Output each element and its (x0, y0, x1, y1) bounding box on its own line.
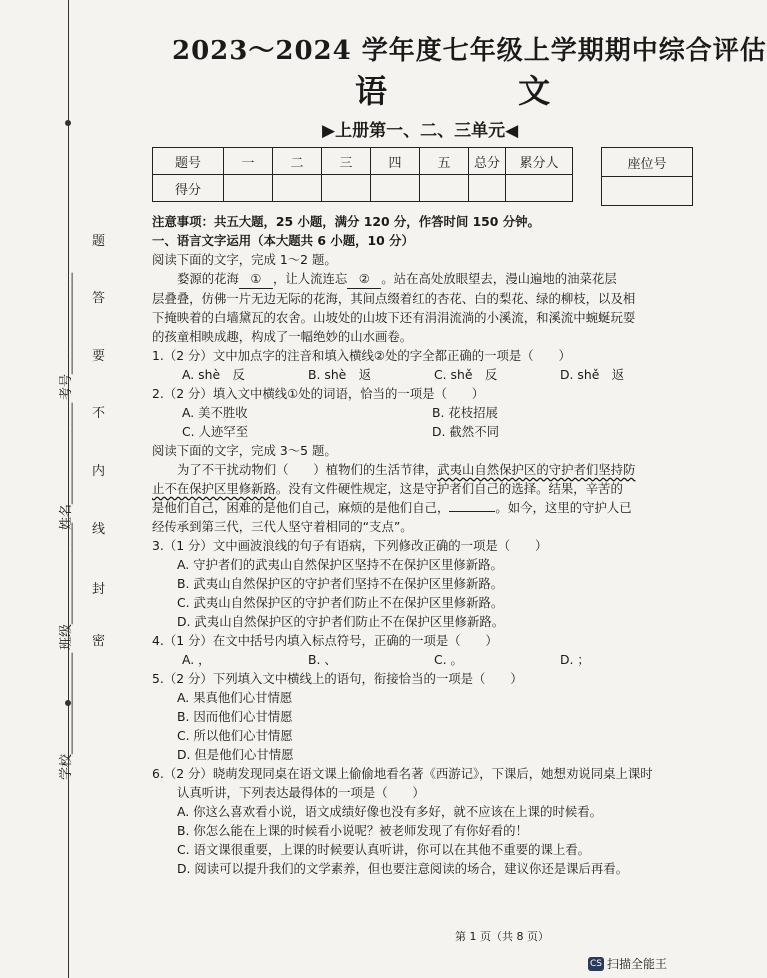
score-cell[interactable] (273, 175, 322, 202)
score-header-cell: 一 (224, 148, 273, 175)
question-stem: 1.（2 分）文中加点字的注音和填入横线②处的字全都正确的一项是（ ） (152, 348, 571, 363)
question-stem: 认真听讲，下列表达最得体的一项是（ ） (177, 785, 425, 800)
score-cell[interactable] (469, 175, 506, 202)
seal-char: 封 (92, 581, 106, 596)
class-label: 班级______________ (58, 522, 73, 650)
option[interactable]: B. 你怎么能在上课的时候看小说呢？被老师发现了有你好看的！ (177, 823, 528, 838)
option[interactable]: C. 。 (434, 652, 463, 667)
seal-char: 内 (92, 463, 106, 478)
reading-intro: 阅读下面的文字，完成 1～2 题。 (152, 252, 337, 267)
notice: 注意事项：共五大题，25 小题，满分 120 分，作答时间 150 分钟。 (152, 214, 540, 229)
option[interactable]: B. 因而他们心甘情愿 (177, 709, 293, 724)
binding-dot (65, 120, 71, 126)
score-cell[interactable] (420, 175, 469, 202)
score-cell[interactable] (371, 175, 420, 202)
scanner-watermark (588, 955, 667, 972)
option[interactable]: C. 所以他们心甘情愿 (177, 728, 293, 743)
passage-line: 层叠叠，仿佛一片无边无际的花海，其间点缀着红的杏花、白的梨花、绿的柳枝，以及相 (152, 291, 636, 306)
question-stem: 5.（2 分）下列填入文中横线上的语句，衔接恰当的一项是（ ） (152, 671, 523, 686)
exam-no-label: 考号______________ (58, 272, 73, 400)
option[interactable]: C. shě 反 (434, 367, 498, 382)
reading-intro: 阅读下面的文字，完成 3～5 题。 (152, 443, 337, 458)
seal-char: 答 (92, 290, 106, 305)
subject-title: 语 文 (355, 72, 611, 110)
options-row (152, 365, 692, 384)
passage-line: 是他们自己，困难的是他们自己，麻烦的是他们自己， 。如今，这里的守护人已 (152, 500, 632, 515)
question-stem: 6.（2 分）晓萌发现同桌在语文课上偷偷地看名著《西游记》，下课后，她想劝说同桌上课时 (152, 766, 653, 781)
seal-char: 要 (92, 348, 106, 363)
page-number: 第 1 页（共 8 页） (455, 930, 549, 943)
seal-char: 线 (92, 521, 106, 536)
seal-char: 题 (92, 233, 106, 248)
option[interactable]: D. shě 返 (560, 367, 625, 382)
option[interactable]: B. 花枝招展 (432, 405, 498, 420)
option[interactable]: A. 守护者们的武夷山自然保护区坚持不在保护区里修新路。 (177, 557, 503, 572)
option[interactable]: D. 武夷山自然保护区的守护者们防止不在保护区里修新路。 (177, 614, 505, 629)
passage-line: 经传承到第三代，三代人坚守着相同的“支点”。 (152, 519, 413, 534)
score-header-cell: 二 (273, 148, 322, 175)
option[interactable]: B. 、 (308, 652, 337, 667)
seal-char: 不 (92, 405, 106, 420)
passage-line: 婺源的花海 ① ，让人流连忘 ② 。站在高处放眼望去，漫山遍地的油菜花层 (152, 269, 692, 289)
question-stem: 4.（1 分）在文中括号内填入标点符号，正确的一项是（ ） (152, 633, 498, 648)
passage-line: 为了不干扰动物们（ ）植物们的生活节律，武夷山自然保护区的守护者们坚持防 (177, 462, 636, 477)
name-label: 姓名______________ (58, 402, 73, 530)
option[interactable]: C. 武夷山自然保护区的守护者们防止不在保护区里修新路。 (177, 595, 504, 610)
question-stem: 3.（1 分）文中画波浪线的句子有语病，下列修改正确的一项是（ ） (152, 538, 548, 553)
score-cell[interactable] (224, 175, 273, 202)
options-row (152, 422, 692, 441)
wavy-sentence: 武夷山自然保护区的守护者们坚持防 (437, 462, 636, 477)
blank-2: ② (347, 269, 381, 289)
seat-cell[interactable] (602, 177, 693, 206)
option[interactable]: D. 但是他们心甘情愿 (177, 747, 294, 762)
score-header-cell: 总分 (469, 148, 506, 175)
option[interactable]: A. 美不胜收 (182, 405, 248, 420)
blank-1: ① (239, 269, 273, 289)
scanner-logo-icon: CS (590, 958, 602, 969)
score-cell[interactable] (506, 175, 573, 202)
score-table (152, 147, 573, 202)
score-header-cell: 题号 (153, 148, 224, 175)
option[interactable]: C. 语文课很重要，上课的时候要认真听讲，你可以在其他不重要的课上看。 (177, 842, 591, 857)
option[interactable]: C. 人迹罕至 (182, 424, 249, 439)
exam-content (152, 212, 692, 878)
passage-line: 的孩童相映成趣，构成了一幅绝妙的山水画卷。 (152, 329, 413, 344)
blank-3 (449, 511, 495, 512)
options-row (152, 650, 692, 669)
score-header-cell: 三 (322, 148, 371, 175)
score-row-label: 得分 (153, 175, 224, 202)
option[interactable]: B. shè 返 (308, 367, 372, 382)
school-label: 学校______________ (58, 652, 73, 780)
option[interactable]: A. shè 反 (182, 367, 245, 382)
passage-line: 止不在保护区里修新路。没有文件硬性规定，这是守护者们自己的选择。结果，辛苦的 (152, 481, 623, 496)
score-header-cell: 五 (420, 148, 469, 175)
scanner-name: 扫描全能王 (607, 957, 668, 971)
option[interactable]: B. 武夷山自然保护区的守护者们坚持不在保护区里修新路。 (177, 576, 504, 591)
options-row (152, 403, 692, 422)
option[interactable]: D. 阅读可以提升我们的文学素养，但也要注意阅读的场合，建议你还是课后再看。 (177, 861, 629, 876)
seat-table (601, 147, 693, 206)
passage-line: 下掩映着的白墙黛瓦的农舍。山坡处的山坡下还有涓涓流淌的小溪流，和溪流中蜿蜒玩耍 (152, 310, 636, 325)
option[interactable]: D. ； (560, 652, 590, 667)
option[interactable]: D. 截然不同 (432, 424, 499, 439)
score-header-cell: 四 (371, 148, 420, 175)
score-header-cell: 累分人 (506, 148, 573, 175)
score-cell[interactable] (322, 175, 371, 202)
seat-label: 座位号 (602, 148, 693, 177)
option[interactable]: A. ， (182, 652, 211, 667)
option[interactable]: A. 你这么喜欢看小说，语文成绩好像也没有多好，就不应该在上课的时候看。 (177, 804, 603, 819)
question-stem: 2.（2 分）填入文中横线①处的词语，恰当的一项是（ ） (152, 386, 485, 401)
section-heading: 一、语言文字运用（本大题共 6 小题，10 分） (152, 233, 414, 248)
exam-title: 2023～2024 学年度七年级上学期期中综合评估 (172, 36, 767, 66)
wavy-sentence: 止不在保护区里修新路 (152, 481, 276, 496)
seal-char: 密 (92, 633, 106, 648)
option[interactable]: A. 果真他们心甘情愿 (177, 690, 293, 705)
scope-label: ▶上册第一、二、三单元◀ (322, 121, 519, 141)
